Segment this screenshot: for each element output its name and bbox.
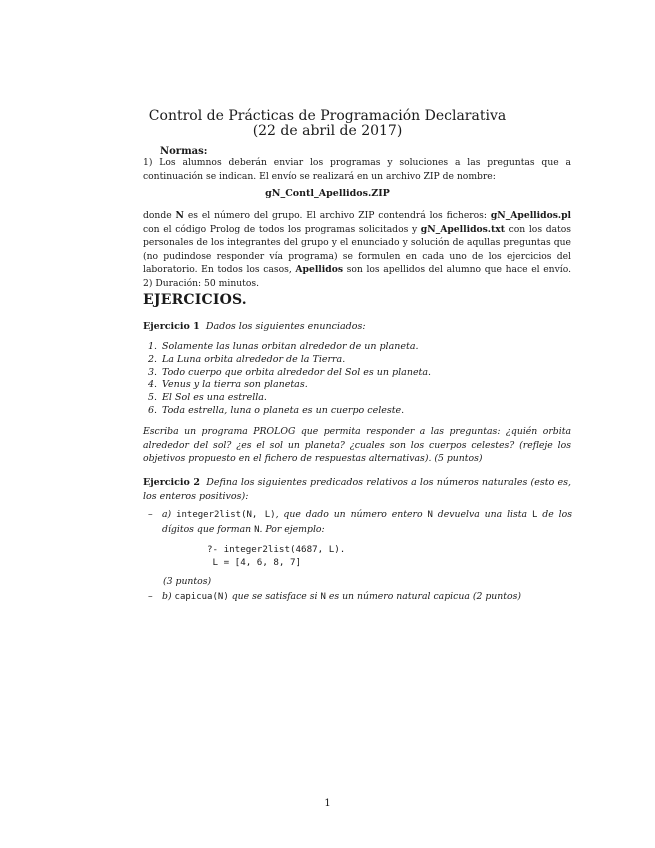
section-title: EJERCICIOS. (143, 292, 247, 308)
statement-text: Todo cuerpo que orbita alrededor del Sol es un planeta. (162, 366, 432, 378)
statement-item (148, 405, 568, 418)
normas-paragraph-1: 1) Los alumnos deberán enviar los programas y soluciones a las preguntas que a continuación se indican. El envío se realizará en un archivo ZIP de nombre: (143, 157, 571, 182)
statement-number: 6. (148, 404, 158, 416)
statement-text: Solamente las lunas orbitan alrededor de un planeta. (162, 341, 419, 352)
statement-number: 2. (148, 353, 158, 365)
statement-item (148, 392, 568, 405)
zip-filename: gN_Contl_Apellidos.ZIP (265, 188, 390, 199)
statement-text: Venus y la tierra son planetas. (162, 379, 308, 391)
statement-text: El Sol es una estrella. (162, 392, 267, 404)
statement-item (148, 354, 568, 367)
code-example: ?- integer2list(4687, L). L = [4, 6, 8, 7] (207, 544, 346, 568)
statement-item (148, 367, 568, 380)
statement-item (148, 341, 568, 354)
ejercicio-1-statements (148, 341, 568, 418)
document-title: Control de Prácticas de Programación Declarativa (148, 108, 507, 124)
normas-heading: Normas: (160, 146, 208, 157)
ejercicio-1-heading: Ejercicio 1 Dados los siguientes enunciados: (143, 321, 366, 332)
ejercicio-2-heading: Ejercicio 2 Defina los siguientes predicados relativos a los números naturales (esto es, los enteros positivos): (143, 477, 571, 502)
statement-text: La Luna orbita alrededor de la Tierra. (162, 353, 346, 365)
document-date: (22 de abril de 2017) (252, 123, 403, 139)
ejercicio-1-task: Escriba un programa PROLOG que permita responder a las preguntas: ¿quién orbita alrededor del sol? ¿es el sol un planeta? ¿cuales son los cuerpos celestes? (refleje los objetivos propuesto en el fichero de respuestas alternativas). (5 puntos) (143, 426, 571, 464)
statement-number: 3. (148, 366, 158, 378)
statement-number: 1. (148, 341, 158, 352)
statement-text: Toda estrella, luna o planeta es un cuerpo celeste. (162, 404, 405, 416)
statement-number: 5. (148, 392, 158, 404)
ejercicio-2-part-b: – b) capicua(N) que se satisface si N es un número natural capicua (2 puntos) (148, 591, 521, 602)
normas-paragraph-2: donde N es el número del grupo. El archivo ZIP contendrá los ficheros: gN_Apellidos.pl con el código Prolog de todos los programas solicitados y gN_Apellidos.txt con los datos personales de los integrantes del grupo y el enunciado y solución de aqullas preguntas que (no pudindose responder vía programa) se formulen en cada uno de los ejercicios del laboratorio. En todos los casos, Apellidos son los apellidos del alumno que hace el envío. 2) Duración: 50 minutos. (143, 210, 571, 289)
ejercicio-2-part-a: – a) integer2list(N, L), que dado un número entero N devuelva una lista L de los dígitos que forman N. Por ejemplo: (148, 509, 572, 535)
part-a-points: (3 puntos) (163, 576, 212, 587)
statement-number: 4. (148, 379, 158, 391)
page-number: 1 (324, 798, 331, 809)
statement-item (148, 379, 568, 392)
